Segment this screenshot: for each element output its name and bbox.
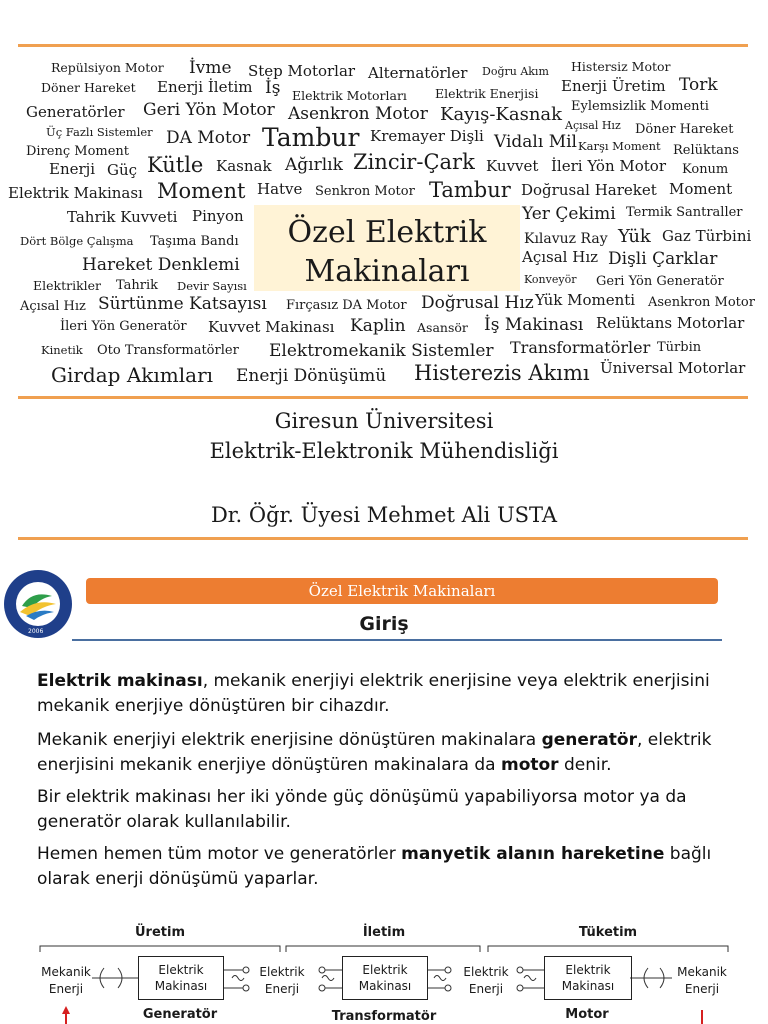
cloud-word: Doğrusal Hareket bbox=[521, 181, 657, 199]
cloud-word: Taşıma Bandı bbox=[150, 234, 239, 249]
cloud-word: Doğru Akım bbox=[482, 65, 549, 78]
bold-term: manyetik alanın hareketine bbox=[401, 844, 665, 864]
cloud-word: Oto Transformatörler bbox=[97, 343, 239, 358]
cloud-word: Döner Hareket bbox=[635, 122, 734, 137]
motor-box: Elektrik Makinası bbox=[544, 956, 632, 1000]
cloud-word: Enerji Dönüşümü bbox=[236, 366, 387, 386]
cloud-word: Relüktans Motorlar bbox=[596, 314, 745, 332]
cloud-word: Vidalı Mil bbox=[494, 132, 577, 152]
cloud-word: Kütle bbox=[147, 153, 204, 177]
cloud-word: Elektrik Makinası bbox=[8, 184, 143, 202]
cloud-word: Histerezis Akımı bbox=[414, 361, 590, 385]
text-run: , elektrik enerjisini mekanik enerjiye dönüştüren makinalara da bbox=[37, 730, 712, 775]
cloud-word: Generatörler bbox=[26, 103, 125, 121]
cloud-word: Tahrik bbox=[116, 278, 159, 293]
cloud-word: DA Motor bbox=[166, 128, 251, 148]
elektrik-enerji-2: Elektrik Enerji bbox=[463, 965, 509, 996]
cloud-word: Tork bbox=[679, 75, 718, 95]
cloud-word: Relüktans bbox=[673, 143, 739, 158]
author-name: Dr. Öğr. Üyesi Mehmet Ali USTA bbox=[210, 503, 558, 527]
cloud-word: Hatve bbox=[257, 180, 303, 198]
cloud-word: Dişli Çarklar bbox=[608, 249, 718, 269]
cloud-word: Tambur bbox=[429, 178, 511, 202]
paragraph-4 bbox=[37, 842, 737, 892]
stage-iletim: İletim bbox=[362, 925, 406, 940]
logo-year: 2006 bbox=[28, 628, 44, 635]
text-run: Hemen hemen tüm motor ve generatörler bbox=[37, 844, 402, 864]
course-banner: Özel Elektrik Makinaları bbox=[86, 578, 718, 604]
cloud-word: Geri Yön Generatör bbox=[596, 274, 724, 289]
section-title: Giriş bbox=[359, 613, 409, 635]
cloud-word: Elektrikler bbox=[33, 278, 102, 293]
cloud-word: Yer Çekimi bbox=[522, 204, 616, 224]
text-run: Mekanik enerjiyi elektrik enerjisine dönüştüren makinalara bbox=[37, 730, 542, 750]
cloud-word: Histersiz Motor bbox=[571, 59, 671, 74]
motor-label: Motor bbox=[565, 1007, 609, 1022]
cloud-word: Üç Fazlı Sistemler bbox=[46, 125, 153, 139]
bold-term: Elektrik makinası bbox=[37, 671, 203, 691]
paragraph-2 bbox=[37, 728, 737, 778]
cloud-word: Açısal Hız bbox=[20, 299, 86, 314]
cloud-word: Senkron Motor bbox=[315, 184, 415, 199]
cloud-word: Elektrik Enerjisi bbox=[435, 86, 539, 101]
cloud-word: Yük Momenti bbox=[535, 291, 636, 309]
paragraph-3 bbox=[37, 785, 737, 835]
cloud-word: Kılavuz Ray bbox=[524, 231, 608, 247]
cloud-word: Türbin bbox=[657, 340, 702, 355]
cloud-word: Direnç Moment bbox=[26, 144, 130, 159]
cloud-word: Asansör bbox=[417, 320, 468, 335]
cloud-word: İleri Yön Generatör bbox=[60, 319, 187, 334]
cloud-word: Enerji Üretim bbox=[561, 77, 666, 95]
cloud-word: Açısal Hız bbox=[522, 248, 599, 266]
paragraph-1 bbox=[37, 669, 737, 719]
cloud-word: Güç bbox=[107, 161, 138, 179]
cloud-word: Gaz Türbini bbox=[662, 227, 752, 245]
cloud-word: Sürtünme Katsayısı bbox=[98, 294, 267, 314]
cloud-word: Asenkron Motor bbox=[288, 104, 428, 124]
cloud-word: Step Motorlar bbox=[248, 62, 356, 80]
cloud-word: Asenkron Motor bbox=[648, 295, 755, 310]
cloud-word: Dört Bölge Çalışma bbox=[20, 234, 134, 248]
cloud-word: Kaplin bbox=[350, 316, 406, 336]
cloud-word: Döner Hareket bbox=[41, 80, 136, 95]
cloud-word: Moment bbox=[669, 180, 733, 198]
department-name: Elektrik-Elektronik Mühendisliği bbox=[209, 439, 559, 463]
cloud-word: Karşı Moment bbox=[578, 139, 661, 153]
cloud-word: Repülsiyon Motor bbox=[51, 60, 164, 75]
generator-box: Elektrik Makinası bbox=[138, 956, 224, 1000]
mekanik-enerji-in: Mekanik Enerji bbox=[41, 965, 91, 996]
university-name: Giresun Üniversitesi bbox=[274, 409, 494, 433]
title-line-1: Özel Elektrik bbox=[287, 215, 487, 250]
cloud-word: Kremayer Dişli bbox=[370, 127, 484, 145]
cloud-word: Devir Sayısı bbox=[177, 279, 247, 293]
generator-label: Generatör bbox=[142, 1007, 218, 1022]
cloud-word: Açısal Hız bbox=[565, 119, 621, 132]
cloud-word: Hareket Denklemi bbox=[82, 255, 240, 275]
cloud-word: Moment bbox=[157, 179, 246, 203]
cloud-word: Ağırlık bbox=[285, 155, 343, 175]
text-run: , mekanik enerjiyi elektrik enerjisine veya elektrik enerjisini mekanik enerjiye dönüştüren bir cihazdır. bbox=[37, 671, 710, 716]
cloud-word: İvme bbox=[189, 58, 232, 78]
cloud-word: Transformatörler bbox=[510, 338, 651, 357]
text-run: Bir elektrik makinası her iki yönde güç dönüşümü yapabiliyorsa motor ya da generatör olarak kullanılabilir. bbox=[37, 787, 687, 832]
cloud-word: Yük bbox=[618, 226, 651, 247]
cloud-word: Girdap Akımları bbox=[51, 363, 214, 387]
cloud-word: Kuvvet Makinası bbox=[208, 318, 335, 336]
bold-term: motor bbox=[500, 755, 559, 775]
transformator-label: Transformatör bbox=[331, 1009, 437, 1024]
section-rule bbox=[72, 639, 722, 641]
cloud-word: Zincir-Çark bbox=[353, 150, 475, 174]
cloud-word: Doğrusal Hız bbox=[421, 293, 534, 313]
stage-tuketim: Tüketim bbox=[578, 925, 638, 940]
mekanik-enerji-out: Mekanik Enerji bbox=[677, 965, 727, 996]
cloud-word: Tahrik Kuvveti bbox=[67, 208, 178, 226]
top-rule bbox=[18, 44, 748, 47]
text-run: bağlı olarak enerji dönüşümü yaparlar. bbox=[37, 844, 712, 889]
cloud-word: Elektromekanik Sistemler bbox=[269, 341, 494, 361]
transformer-box: Elektrik Makinası bbox=[342, 956, 428, 1000]
cloud-word: Elektrik Motorları bbox=[292, 88, 407, 103]
cloud-word: Enerji bbox=[49, 160, 96, 178]
cloud-word: Kayış-Kasnak bbox=[440, 104, 563, 125]
cloud-word: Geri Yön Motor bbox=[143, 100, 275, 120]
cloud-word: Alternatörler bbox=[368, 64, 468, 82]
elektrik-enerji-1: Elektrik Enerji bbox=[259, 965, 305, 996]
cloud-word: Kinetik bbox=[41, 343, 83, 357]
cloud-word: İleri Yön Motor bbox=[551, 157, 667, 175]
cloud-word: Kasnak bbox=[216, 157, 272, 175]
bottom-rule bbox=[18, 537, 748, 540]
cloud-word: Konveyör bbox=[524, 273, 577, 286]
cloud-word: Konum bbox=[682, 162, 729, 177]
cloud-word: Enerji İletim bbox=[157, 78, 253, 96]
cloud-word: Termik Santraller bbox=[626, 205, 743, 220]
title-box bbox=[254, 205, 520, 291]
cloud-word: Tambur bbox=[262, 123, 360, 152]
title-line-2: Makinaları bbox=[304, 254, 470, 289]
bold-term: generatör bbox=[541, 730, 637, 750]
cloud-word: İş Makinası bbox=[484, 315, 584, 335]
stage-uretim: Üretim bbox=[134, 925, 185, 940]
cloud-word: Fırçasız DA Motor bbox=[286, 298, 407, 313]
cloud-word: Eylemsizlik Momenti bbox=[571, 99, 709, 114]
cloud-word: Kuvvet bbox=[486, 157, 539, 175]
text-run: denir. bbox=[558, 755, 612, 775]
cloud-word: İş bbox=[265, 78, 281, 98]
cloud-word: Pinyon bbox=[192, 207, 244, 225]
cloud-word: Üniversal Motorlar bbox=[600, 359, 746, 377]
middle-rule bbox=[18, 396, 748, 399]
